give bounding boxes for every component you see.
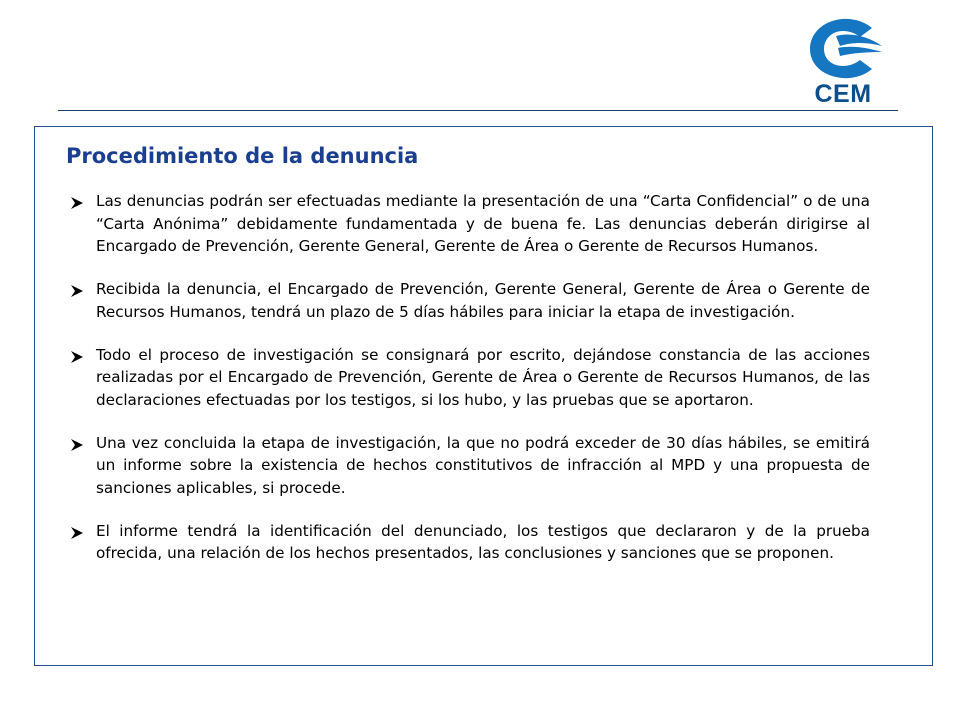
cem-logo [802, 18, 884, 108]
arrow-bullet-icon [70, 526, 84, 540]
arrow-bullet-icon [70, 350, 84, 364]
arrow-bullet-icon [70, 284, 84, 298]
cem-logo-icon [802, 18, 884, 80]
list-item [66, 278, 870, 323]
bullet-text: Recibida la denuncia, el Encargado de Prevención, Gerente General, Gerente de Área o Gerente de Recursos Humanos, tendrá un plazo de 5 días hábiles para iniciar la etapa de investigación. [96, 280, 870, 321]
list-item [66, 432, 870, 500]
list-item [66, 190, 870, 258]
header-divider [58, 110, 898, 111]
list-item [66, 344, 870, 412]
logo-text: CEM [814, 80, 872, 108]
bullet-text: Una vez concluida la etapa de investigación, la que no podrá exceder de 30 días hábiles, se emitirá un informe sobre la existencia de hechos constitutivos de infracción al MPD y una propuesta de sanciones aplicables, si procede. [96, 433, 870, 498]
arrow-bullet-icon [70, 196, 84, 210]
bullet-text: Todo el proceso de investigación se consignará por escrito, dejándose constancia de las acciones realizadas por el Encargado de Prevención, Gerente de Área o Gerente de Recursos Humanos, de las declaraciones efectuadas por los testigos, si los hubo, y las pruebas que se aportaron. [96, 345, 870, 409]
list-item [66, 520, 870, 565]
bullet-list [66, 190, 870, 565]
arrow-bullet-icon [70, 438, 84, 452]
bullet-text: Las denuncias podrán ser efectuadas mediante la presentación de una “Carta Confidencial” o de una “Carta Anónima” debidamente fundamentada y de buena fe. Las denuncias deberán dirigirse al Encargado de Prevención, Gerente General, Gerente de Área o Gerente de Recursos Humanos. [96, 192, 870, 256]
bullet-text: El informe tendrá la identificación del denunciado, los testigos que declararon y de la prueba ofrecida, una relación de los hechos presentados, las conclusiones y sanciones que se proponen. [96, 521, 870, 563]
page-title: Procedimiento de la denuncia [66, 144, 419, 168]
